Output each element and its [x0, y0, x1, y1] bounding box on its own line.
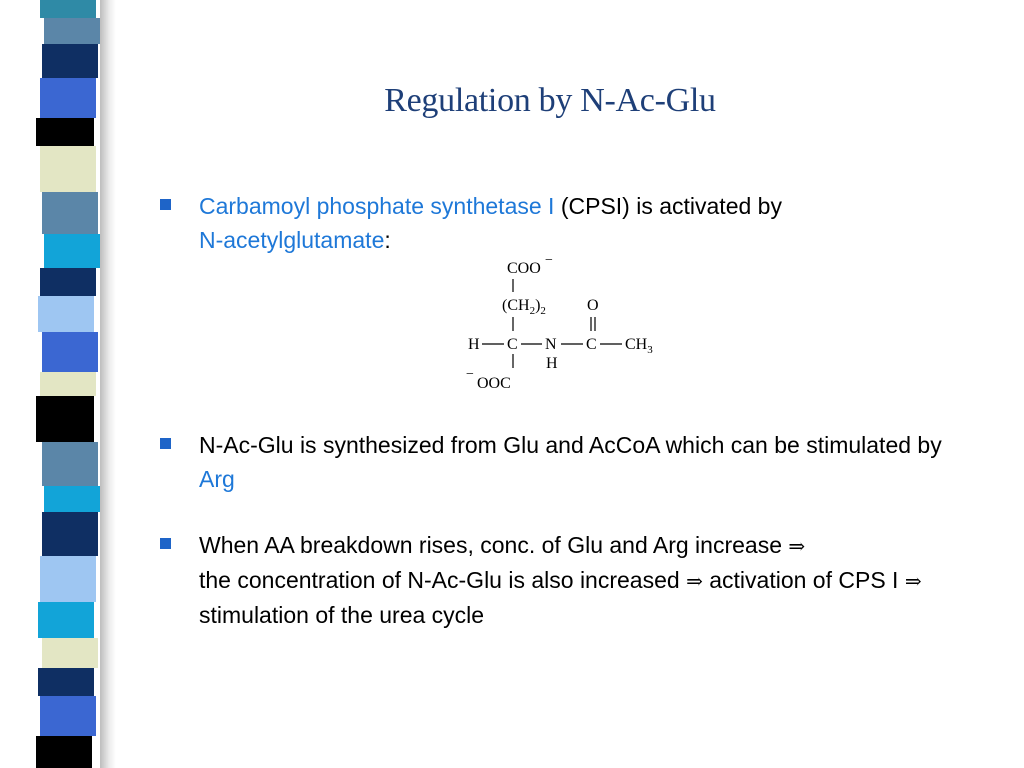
- methyl-text: CH: [625, 336, 648, 353]
- stripe-segment: [42, 192, 98, 234]
- h-left-label: H: [468, 336, 480, 353]
- stripe-segment: [40, 146, 96, 192]
- stripe-segment: [42, 638, 98, 668]
- stripe-segment: [36, 118, 94, 146]
- stripe-segment: [40, 78, 96, 118]
- n-acetylglutamate-structure: [462, 250, 682, 400]
- c-center-label: C: [507, 336, 518, 353]
- ch2-count: 2: [540, 305, 546, 317]
- square-bullet-icon: [160, 438, 171, 449]
- bullet-fragment: stimulation of the urea cycle: [199, 602, 485, 628]
- stripe-segment: [40, 556, 96, 602]
- ch2-close: ): [535, 297, 541, 314]
- ch2-group-label: [502, 297, 546, 317]
- stripe-segment: [38, 296, 94, 332]
- coo-top-label: COO: [507, 260, 541, 277]
- stripe-segment: [38, 668, 94, 696]
- square-bullet-icon: [160, 199, 171, 210]
- bullet-aa-breakdown: [160, 528, 960, 632]
- stripe-segment: [40, 0, 96, 18]
- ch2-text: (CH: [502, 297, 530, 314]
- carbonyl-c-label: C: [586, 336, 597, 353]
- charge-symbol: −: [466, 367, 474, 382]
- bullet-fragment: :: [384, 227, 391, 253]
- stripe-segment: [40, 268, 96, 296]
- stripe-segment: [44, 486, 100, 512]
- decorative-stripe-bar: [36, 0, 102, 768]
- h-under-n-label: H: [546, 355, 558, 372]
- stripe-segment: [42, 44, 98, 78]
- bullet-text: [199, 189, 960, 257]
- stripe-shadow: [100, 0, 116, 768]
- arg-term: Arg: [199, 466, 235, 492]
- stripe-segment: [38, 602, 94, 638]
- stripe-segment: [40, 372, 96, 396]
- charge-symbol: −: [545, 253, 553, 268]
- bullet-text: [199, 528, 960, 632]
- bullet-cpsi-activation: [160, 189, 960, 257]
- bullet-fragment: N-Ac-Glu is synthesized from Glu and AcCoA which can be stimulated by: [199, 432, 942, 458]
- ch2-subscript: 2: [529, 305, 536, 317]
- cpsi-term: Carbamoyl phosphate synthetase I: [199, 193, 555, 219]
- stripe-segment: [44, 234, 100, 268]
- slide-title: Regulation by N-Ac-Glu: [384, 82, 716, 119]
- implies-arrow-icon: ⇒: [788, 534, 806, 558]
- bullet-text: [199, 428, 960, 496]
- methyl-subscript: 3: [647, 344, 653, 356]
- stripe-segment: [40, 696, 96, 736]
- oxygen-label: O: [587, 297, 599, 314]
- stripe-segment: [42, 442, 98, 486]
- implies-arrow-icon: ⇒: [686, 569, 703, 593]
- bullet-fragment: (CPSI) is activated by: [554, 193, 782, 219]
- bullet-fragment: When AA breakdown rises, conc. of Glu and Arg increase: [199, 532, 789, 558]
- stripe-segment: [36, 396, 94, 442]
- bullet-fragment: the concentration of N-Ac-Glu is also increased: [199, 567, 687, 593]
- stripe-segment: [42, 332, 98, 372]
- stripe-segment: [44, 18, 100, 44]
- implies-arrow-icon: ⇒: [904, 569, 922, 593]
- nitrogen-label: N: [545, 336, 557, 353]
- bullet-fragment: activation of CPS I: [702, 567, 905, 593]
- bullet-synthesis: [160, 428, 960, 496]
- stripe-segment: [36, 736, 92, 768]
- ooc-bottom-label: OOC: [477, 375, 511, 392]
- stripe-segment: [42, 512, 98, 556]
- nag-term: N-acetylglutamate: [199, 227, 385, 253]
- methyl-label: [625, 336, 653, 356]
- square-bullet-icon: [160, 538, 171, 549]
